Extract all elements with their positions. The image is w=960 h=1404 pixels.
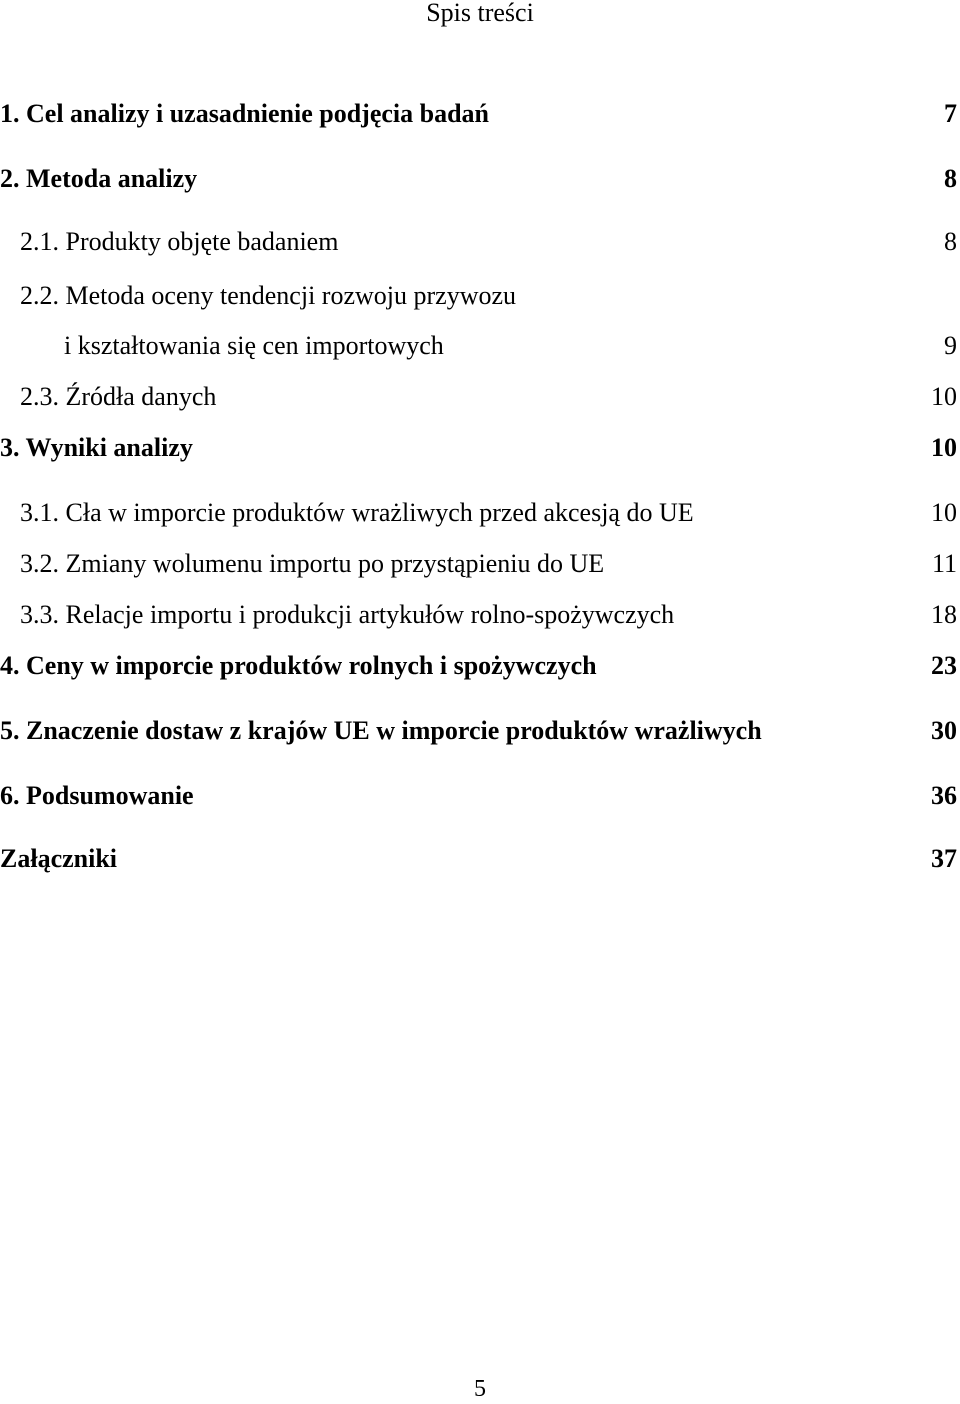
toc-entry-page: 23 bbox=[931, 651, 957, 680]
toc-entry-page: 11 bbox=[931, 549, 957, 578]
toc-entry-label: 3. Wyniki analizy bbox=[0, 433, 193, 462]
toc-entry-page: 10 bbox=[931, 498, 957, 527]
page-title: Spis treści bbox=[426, 0, 534, 27]
toc-entry-page: 37 bbox=[931, 844, 957, 873]
toc-entry-label: 2.2. Metoda oceny tendencji rozwoju przywozu bbox=[20, 281, 517, 310]
page-number: 5 bbox=[474, 1376, 486, 1402]
toc-entry bbox=[0, 162, 960, 196]
toc-entry bbox=[0, 842, 960, 876]
toc-entry-label: 4. Ceny w imporcie produktów rolnych i spożywczych bbox=[0, 651, 597, 680]
toc-entry-label: Załączniki bbox=[0, 844, 118, 873]
toc-entry-page: 9 bbox=[944, 331, 957, 360]
toc-entry bbox=[0, 97, 960, 131]
toc-entry-label: 3.3. Relacje importu i produkcji artykułów rolno-spożywczych bbox=[20, 600, 675, 629]
toc-entry-label: 5. Znaczenie dostaw z krajów UE w imporcie produktów wrażliwych bbox=[0, 716, 762, 745]
toc-entry-label: 1. Cel analizy i uzasadnienie podjęcia badań bbox=[0, 99, 489, 128]
toc-entry-label: 3.2. Zmiany wolumenu importu po przystąpieniu do UE bbox=[20, 549, 605, 578]
toc-entry-page: 8 bbox=[944, 227, 957, 256]
toc-entry bbox=[0, 279, 960, 313]
toc-entry-label: 2.3. Źródła danych bbox=[20, 382, 217, 411]
toc-entry-label: 2.1. Produkty objęte badaniem bbox=[20, 227, 339, 256]
toc-entry bbox=[0, 431, 960, 465]
toc-entry-page: 10 bbox=[931, 382, 957, 411]
toc-entry bbox=[0, 496, 960, 530]
toc-entry bbox=[0, 547, 960, 581]
toc-entry-page: 36 bbox=[931, 781, 957, 810]
toc-entry-page: 30 bbox=[931, 716, 957, 745]
toc-entry bbox=[0, 598, 960, 632]
toc-entry-page: 10 bbox=[931, 433, 957, 462]
toc-entry-label: 3.1. Cła w imporcie produktów wrażliwych przed akcesją do UE bbox=[20, 498, 694, 527]
toc-entry bbox=[0, 380, 960, 414]
toc-entry-page: 18 bbox=[931, 600, 957, 629]
toc-entry-label: 6. Podsumowanie bbox=[0, 781, 194, 810]
toc-entry-continuation bbox=[0, 329, 960, 363]
toc-entry bbox=[0, 779, 960, 813]
toc-entry-page: 7 bbox=[944, 99, 957, 128]
toc-entry bbox=[0, 714, 960, 748]
toc-entry bbox=[0, 649, 960, 683]
toc-entry-label: i kształtowania się cen importowych bbox=[64, 331, 444, 360]
toc-entry-label: 2. Metoda analizy bbox=[0, 164, 198, 193]
toc-entry-page: 8 bbox=[944, 164, 957, 193]
toc-entry bbox=[0, 225, 960, 259]
